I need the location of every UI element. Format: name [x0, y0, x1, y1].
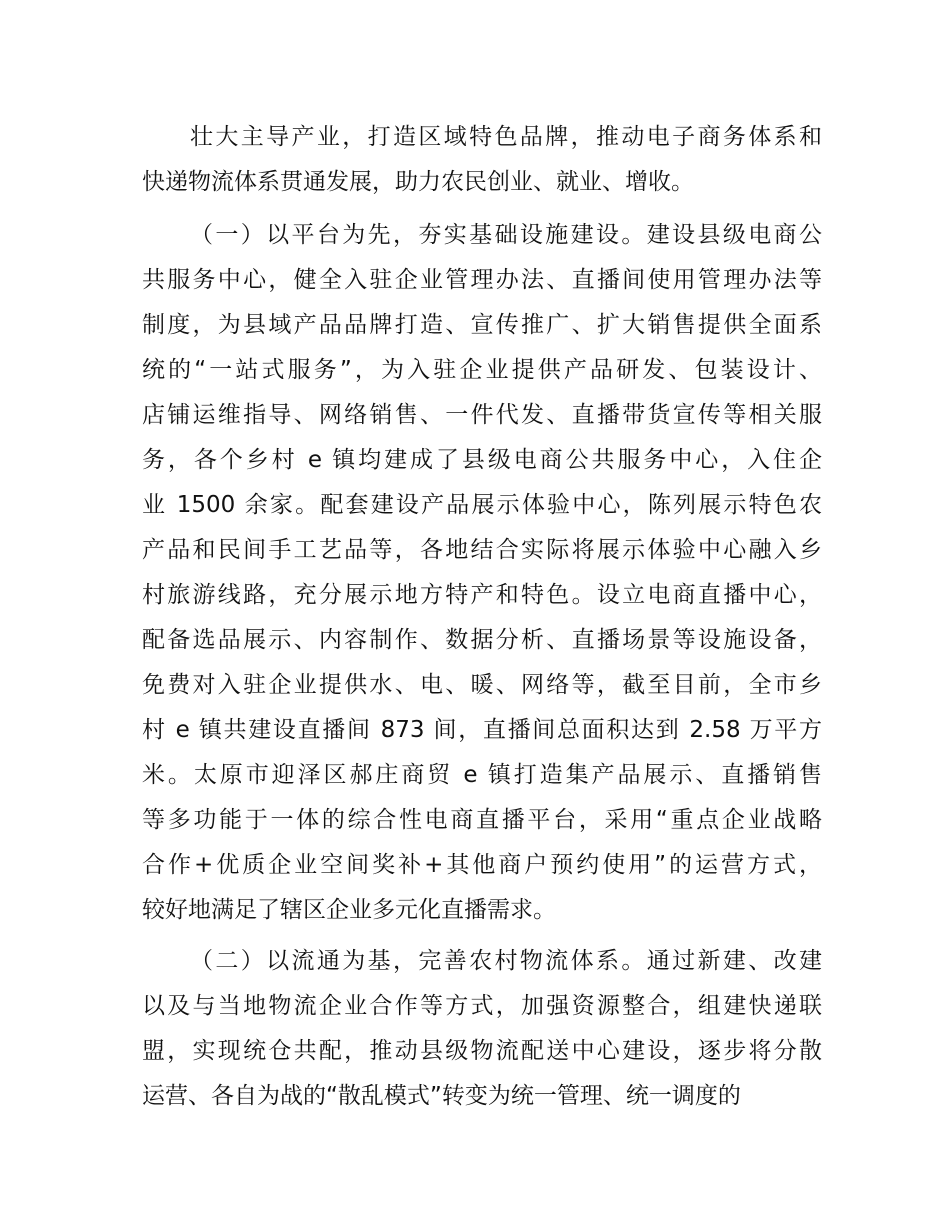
- paragraph-2-line-12: 村 e 镇共建设直播间 873 间，直播间总面积达到 2.58 万平方: [142, 717, 822, 743]
- paragraph-1-line-2: 快递物流体系贯通发展，助力农民创业、就业、增收。: [142, 169, 694, 195]
- paragraph-2-line-13: 米。太原市迎泽区郝庄商贸 e 镇打造集产品展示、直播销售: [142, 762, 822, 788]
- paragraph-2-line-16: 较好地满足了辖区企业多元化直播需求。: [142, 897, 556, 923]
- paragraph-2-line-6: 务，各个乡村 e 镇均建成了县级电商公共服务中心，入住企: [142, 447, 822, 473]
- paragraph-2-line-8: 产品和民间手工艺品等，各地结合实际将展示体验中心融入乡: [142, 537, 822, 563]
- paragraph-2-line-14: 等多功能于一体的综合性电商直播平台，采用“重点企业战略: [142, 807, 822, 833]
- paragraph-3-line-3: 盟，实现统仓共配，推动县级物流配送中心建设，逐步将分散: [142, 1038, 822, 1064]
- paragraph-2-line-3: 制度，为县域产品品牌打造、宣传推广、扩大销售提供全面系: [142, 312, 822, 338]
- paragraph-2-line-2: 共服务中心，健全入驻企业管理办法、直播间使用管理办法等: [142, 267, 822, 293]
- paragraph-2-line-1: （一）以平台为先，夯实基础设施建设。建设县级电商公: [190, 222, 822, 248]
- paragraph-2-line-15: 合作+优质企业空间奖补+其他商户预约使用”的运营方式，: [142, 852, 822, 878]
- paragraph-2-line-5: 店铺运维指导、网络销售、一件代发、直播带货宣传等相关服: [142, 402, 822, 428]
- paragraph-3-line-4: 运营、各自为战的“散乱模式”转变为统一管理、统一调度的: [142, 1083, 741, 1109]
- paragraph-3-line-1: （二）以流通为基，完善农村物流体系。通过新建、改建: [190, 948, 822, 974]
- paragraph-2-line-9: 村旅游线路，充分展示地方特产和特色。设立电商直播中心，: [142, 582, 822, 608]
- paragraph-2-line-11: 免费对入驻企业提供水、电、暖、网络等，截至目前，全市乡: [142, 672, 822, 698]
- paragraph-2-line-4: 统的“一站式服务”，为入驻企业提供产品研发、包装设计、: [142, 357, 822, 383]
- paragraph-2-line-10: 配备选品展示、内容制作、数据分析、直播场景等设施设备，: [142, 627, 822, 653]
- paragraph-3-line-2: 以及与当地物流企业合作等方式，加强资源整合，组建快递联: [142, 993, 822, 1019]
- paragraph-2-line-7: 业 1500 余家。配套建设产品展示体验中心，陈列展示特色农: [142, 492, 822, 518]
- paragraph-1-line-1: 壮大主导产业，打造区域特色品牌，推动电子商务体系和: [190, 124, 822, 150]
